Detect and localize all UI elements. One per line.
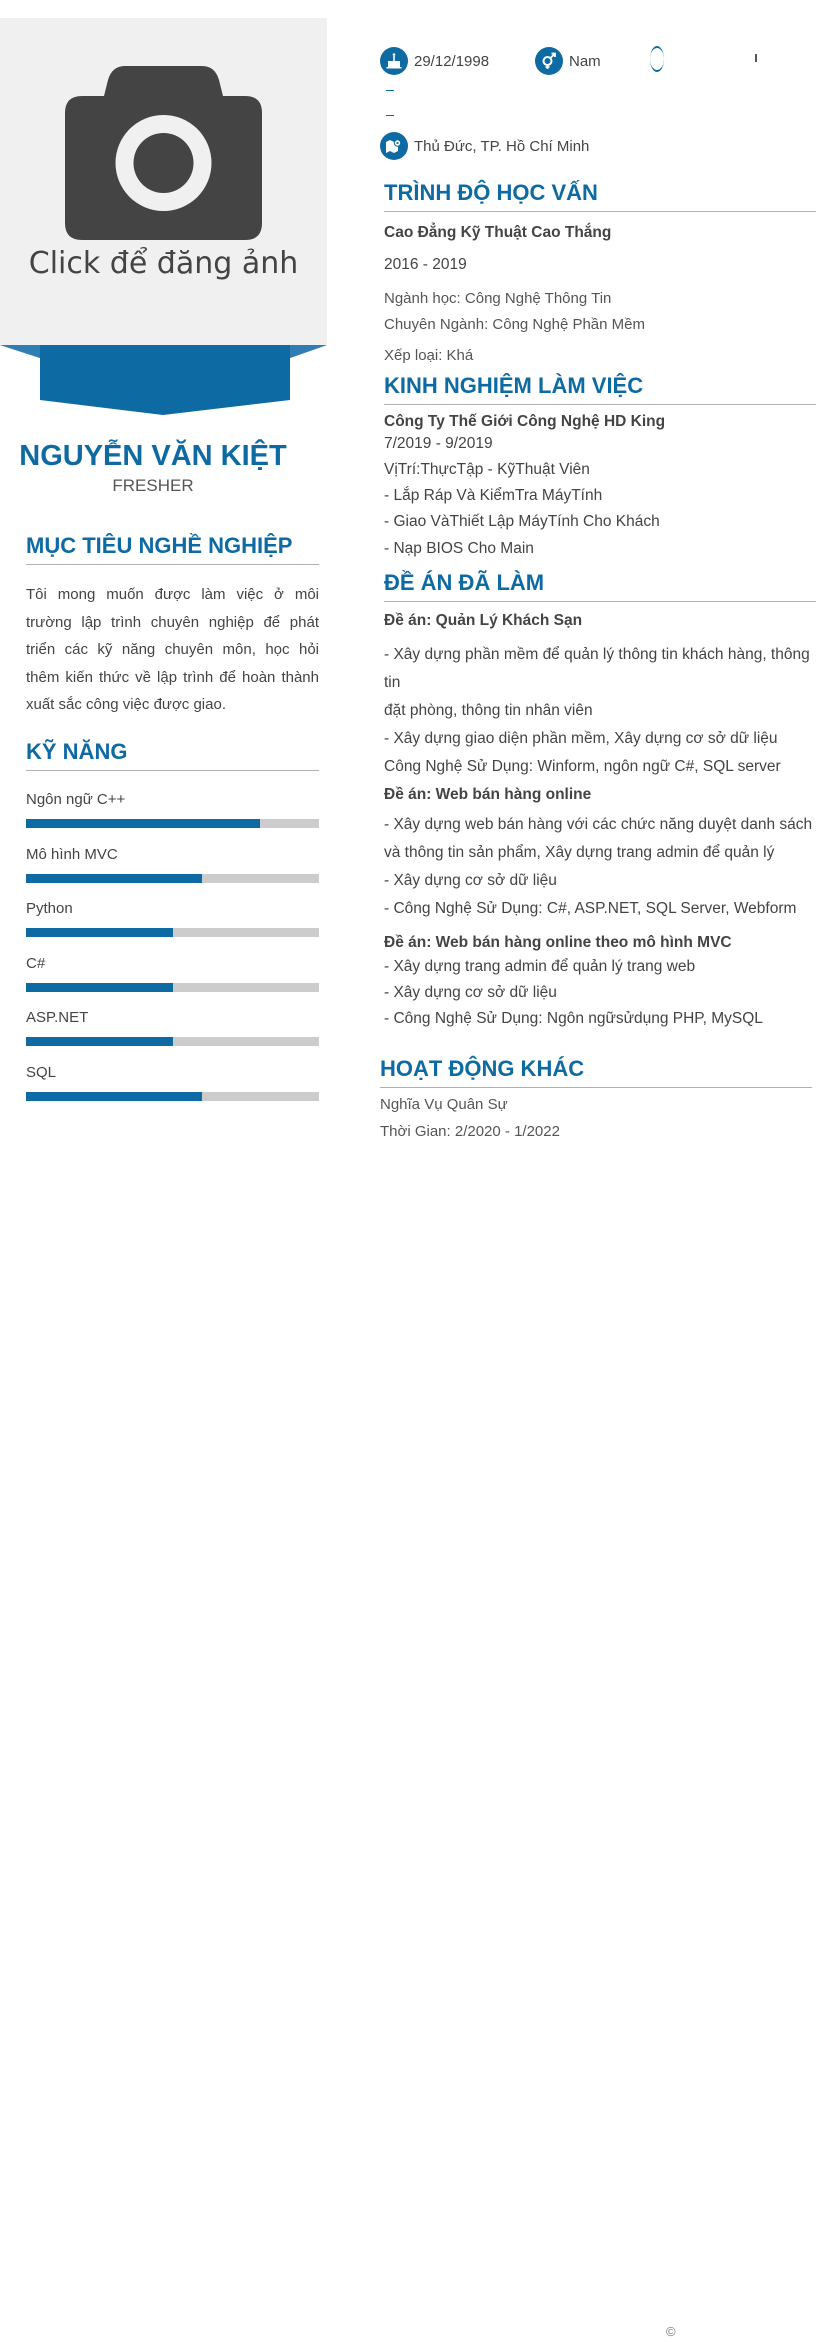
skill-bar <box>26 1037 319 1046</box>
activity-item: Nghĩa Vụ Quân Sự <box>380 1096 508 1113</box>
gender-icon <box>535 47 563 75</box>
experience-company: Công Ty Thế Giới Công Nghệ HD King <box>384 413 666 430</box>
project-line: đặt phòng, thông tin nhân viên <box>384 702 593 719</box>
education-specialization: Chuyên Ngành: Công Nghệ Phần Mềm <box>384 316 645 333</box>
skill-bar-fill <box>26 928 173 937</box>
project-name: Đề án: Web bán hàng online <box>384 786 592 803</box>
skill-item <box>26 1009 319 1064</box>
skill-name: ASP.NET <box>26 1009 89 1026</box>
projects-title: ĐỀ ÁN ĐÃ LÀM <box>384 570 816 602</box>
skill-bar-fill <box>26 819 260 828</box>
experience-task: - Giao VàThiết Lập MáyTính Cho Khách <box>384 513 660 530</box>
education-school: Cao Đẳng Kỹ Thuật Cao Thắng <box>384 224 612 241</box>
copyright-mark: © <box>666 2324 676 2339</box>
skill-name: SQL <box>26 1063 57 1081</box>
skill-bar <box>26 1092 319 1101</box>
skill-bar <box>26 928 319 937</box>
education-period: 2016 - 2019 <box>384 256 467 273</box>
education-major: Ngành học: Công Nghệ Thông Tin <box>384 290 612 307</box>
photo-upload-label: Click để đăng ảnh <box>28 246 299 281</box>
project-line: - Công Nghệ Sử Dụng: Ngôn ngữsửdụng PHP, MySQL <box>384 1010 763 1027</box>
left-column <box>0 0 330 2342</box>
skill-name: Mô hình MVC <box>26 845 118 863</box>
project-name: Đề án: Web bán hàng online theo mô hình MVC <box>384 934 732 951</box>
activities-section <box>380 1056 812 1140</box>
experience-section <box>384 373 816 558</box>
skills-title: KỸ NĂNG <box>26 739 319 771</box>
loading-mark <box>755 54 757 62</box>
phone-icon <box>650 46 664 72</box>
project-name: Đề án: Quản Lý Khách Sạn <box>384 612 583 629</box>
projects-section <box>384 570 816 1028</box>
activity-time: Thời Gian: 2/2020 - 1/2022 <box>380 1123 560 1140</box>
skill-item <box>26 846 319 901</box>
skill-bar <box>26 819 319 828</box>
skill-bar-fill <box>26 1037 173 1046</box>
project-line: - Xây dựng phần mềm để quản lý thông tin khách hàng, thông <box>384 646 810 663</box>
gender-text: Nam <box>569 53 601 70</box>
skill-bar-fill <box>26 983 173 992</box>
activities-title: HOẠT ĐỘNG KHÁC <box>380 1056 812 1088</box>
project-line: - Công Nghệ Sử Dụng: C#, ASP.NET, SQL Server, Webform <box>384 900 797 917</box>
skill-bar-fill <box>26 874 202 883</box>
project-line: - Xây dựng cơ sở dữ liệu <box>384 984 557 1001</box>
experience-task: - Nạp BIOS Cho Main <box>384 540 534 557</box>
project-line: - Xây dựng giao diện phần mềm, Xây dựng cơ sở dữ liệu <box>384 730 778 747</box>
map-location-icon <box>380 132 408 160</box>
skill-item <box>26 955 319 1010</box>
education-title: TRÌNH ĐỘ HỌC VẤN <box>384 180 816 212</box>
experience-period: 7/2019 - 9/2019 <box>384 435 493 452</box>
objective-title: MỤC TIÊU NGHỀ NGHIỆP <box>26 533 319 565</box>
project-line: tin <box>384 674 401 691</box>
camera-icon <box>65 66 262 240</box>
education-grade: Xếp loại: Khá <box>384 347 474 364</box>
experience-title: KINH NGHIỆM LÀM VIỆC <box>384 373 816 405</box>
candidate-role: FRESHER <box>112 476 194 495</box>
skill-item <box>26 791 319 846</box>
project-line: - Xây dựng cơ sở dữ liệu <box>384 872 557 889</box>
skills-section <box>26 739 319 1118</box>
skill-item <box>26 1064 319 1119</box>
skill-name: C# <box>26 954 46 972</box>
project-line: - Xây dựng trang admin để quản lý trang web <box>384 958 696 975</box>
email-icon <box>386 90 394 116</box>
skill-list <box>26 791 319 1118</box>
skill-bar <box>26 874 319 883</box>
skill-name: Ngôn ngữ C++ <box>26 791 126 808</box>
skill-item <box>26 900 319 955</box>
objective-text: Tôi mong muốn được làm việc ở môi trường lập trình chuyên nghiệp để phát triển các kỹ năng chuyên môn, học hỏi thêm kiến thức về lập trình để hoàn thành xuất sắc công việc được giao. <box>26 586 319 713</box>
project-line: và thông tin sản phẩm, Xây dựng trang admin để quản lý <box>384 844 775 861</box>
skill-name: Python <box>26 900 73 917</box>
birthday-cake-icon <box>380 47 408 75</box>
experience-position: VịTrí:ThựcTập - KỹThuật Viên <box>384 461 590 478</box>
objective-section <box>26 533 319 719</box>
address-text: Thủ Đức, TP. Hồ Chí Minh <box>414 138 590 155</box>
project-line: - Xây dựng web bán hàng với các chức năng duyệt danh sách <box>384 816 813 833</box>
skill-bar-fill <box>26 1092 202 1101</box>
birthday-text: 29/12/1998 <box>414 53 490 70</box>
education-section <box>384 180 816 364</box>
photo-upload[interactable] <box>0 18 327 345</box>
skill-bar <box>26 983 319 992</box>
project-line: Công Nghệ Sử Dụng: Winform, ngôn ngữ C#, SQL server <box>384 758 781 775</box>
ribbon-decoration <box>0 345 327 415</box>
candidate-name: NGUYỄN VĂN KIỆT <box>19 440 287 472</box>
experience-task: - Lắp Ráp Và KiểmTra MáyTính <box>384 487 603 504</box>
